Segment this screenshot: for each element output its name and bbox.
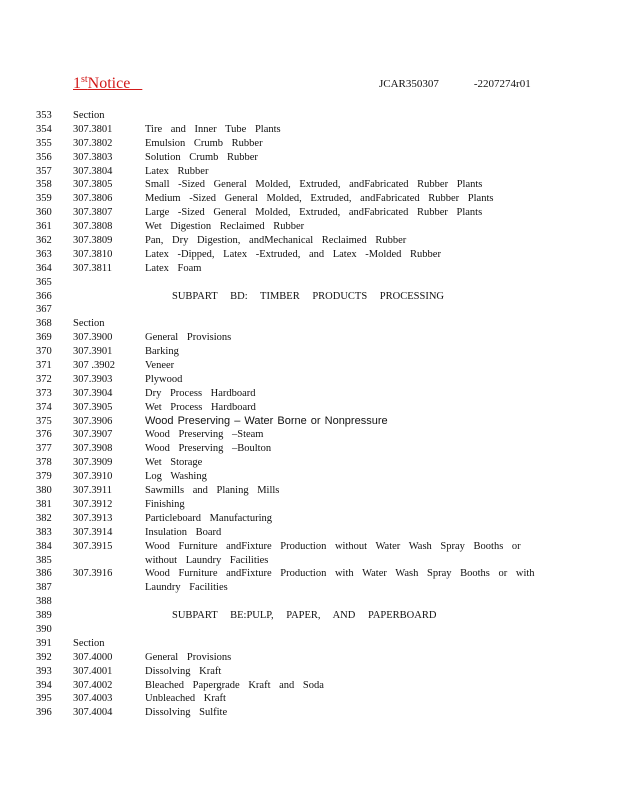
section-title: Wood Preserving –Steam — [145, 429, 264, 441]
document-line — [0, 651, 618, 665]
section-number: 307.4001 — [73, 665, 113, 677]
line-number: 390 — [36, 623, 52, 635]
line-number: 357 — [36, 165, 52, 177]
section-number: 307.3911 — [73, 485, 112, 497]
line-number: 377 — [36, 443, 52, 455]
section-number: 307.3802 — [73, 137, 113, 149]
document-line — [0, 428, 618, 442]
line-number: 391 — [36, 637, 52, 649]
document-line — [0, 317, 618, 331]
document-line — [0, 290, 618, 304]
document-line — [0, 554, 618, 568]
document-line — [0, 470, 618, 484]
document-line — [0, 109, 618, 123]
section-title: Solution Crumb Rubber — [145, 151, 258, 163]
document-line — [0, 151, 618, 165]
notice-superscript: st — [81, 74, 88, 85]
line-number: 371 — [36, 360, 52, 372]
line-number: 354 — [36, 123, 52, 135]
line-number: 372 — [36, 373, 52, 385]
section-number: 307.3803 — [73, 151, 113, 163]
document-line — [0, 540, 618, 554]
section-number: 307.3903 — [73, 373, 113, 385]
line-number: 389 — [36, 610, 52, 622]
line-number: 366 — [36, 290, 52, 302]
section-title: Veneer — [145, 360, 175, 372]
line-number: 362 — [36, 235, 52, 247]
document-line — [0, 498, 618, 512]
section-number: 307 .3902 — [73, 360, 115, 372]
line-number: 392 — [36, 651, 52, 663]
section-title: General Provisions — [145, 332, 232, 344]
section-number: Section — [73, 318, 105, 330]
document-line — [0, 387, 618, 401]
document-line — [0, 442, 618, 456]
document-line — [0, 262, 618, 276]
document-line — [0, 192, 618, 206]
document-line — [0, 526, 618, 540]
section-title: Log Washing — [145, 471, 207, 483]
line-number: 373 — [36, 387, 52, 399]
line-number: 367 — [36, 304, 52, 316]
notice-label: Notice — [87, 75, 143, 92]
document-line — [0, 415, 618, 429]
document-line — [0, 345, 618, 359]
document-line — [0, 373, 618, 387]
line-number: 360 — [36, 207, 52, 219]
section-number: 307.3804 — [73, 165, 113, 177]
section-title: Particleboard Manufacturing — [145, 512, 272, 524]
section-title: Dissolving Kraft — [145, 665, 222, 677]
section-title: Insulation Board — [145, 526, 222, 538]
line-number: 393 — [36, 665, 52, 677]
section-title: Barking — [145, 346, 179, 358]
line-number: 353 — [36, 110, 52, 121]
line-number: 383 — [36, 526, 52, 538]
line-number: 396 — [36, 707, 52, 719]
line-number: 394 — [36, 679, 52, 691]
section-title: General Provisions — [145, 651, 232, 663]
line-number: 384 — [36, 540, 52, 552]
document-line — [0, 665, 618, 679]
section-number: 307.4000 — [73, 651, 113, 663]
line-number: 376 — [36, 429, 52, 441]
line-number: 395 — [36, 693, 52, 705]
document-line — [0, 623, 618, 637]
section-number: 307.3805 — [73, 179, 113, 191]
section-title: Wet Digestion Reclaimed Rubber — [145, 221, 305, 233]
document-line — [0, 567, 618, 581]
section-title: Medium -Sized General Molded, Extruded, andFabricated Rubber Plants — [145, 193, 494, 205]
line-number: 386 — [36, 568, 52, 580]
line-number: 368 — [36, 318, 52, 330]
line-number: 359 — [36, 193, 52, 205]
document-line — [0, 401, 618, 415]
document-line — [0, 637, 618, 651]
section-number: 307.3916 — [73, 568, 113, 580]
section-number: 307.3811 — [73, 262, 112, 274]
section-number: 307.3912 — [73, 498, 113, 510]
section-number: Section — [73, 110, 105, 121]
jcar-code: JCAR350307 -2207274r01 — [379, 78, 531, 90]
document-line — [0, 706, 618, 720]
document-line — [0, 178, 618, 192]
section-number: 307.3809 — [73, 235, 113, 247]
section-number: 307.3905 — [73, 401, 113, 413]
section-title: Unbleached Kraft — [145, 693, 226, 705]
notice-heading — [73, 74, 142, 93]
section-number: 307.3910 — [73, 471, 113, 483]
line-number: 364 — [36, 262, 52, 274]
section-number: 307.3906 — [73, 415, 113, 427]
section-number: 307.3909 — [73, 457, 113, 469]
line-number: 361 — [36, 221, 52, 233]
line-number: 365 — [36, 276, 52, 288]
section-number: 307.3914 — [73, 526, 113, 538]
section-number: 307.4002 — [73, 679, 113, 691]
section-title: Pan, Dry Digestion, andMechanical Reclaimed Rubber — [145, 235, 407, 247]
document-lines — [0, 109, 618, 720]
document-line — [0, 512, 618, 526]
section-number: 307.4003 — [73, 693, 113, 705]
section-number: 307.3900 — [73, 332, 113, 344]
section-number: 307.3904 — [73, 387, 113, 399]
document-line — [0, 137, 618, 151]
line-number: 385 — [36, 554, 52, 566]
section-title: Tire and Inner Tube Plants — [145, 123, 281, 135]
line-number: 387 — [36, 582, 52, 594]
section-title: Laundry Facilities — [145, 582, 228, 594]
document-line — [0, 303, 618, 317]
section-title: Sawmills and Planing Mills — [145, 485, 280, 497]
section-title: Bleached Papergrade Kraft and Soda — [145, 679, 324, 691]
line-number: 379 — [36, 471, 52, 483]
line-number: 358 — [36, 179, 52, 191]
document-line — [0, 595, 618, 609]
section-title: Emulsion Crumb Rubber — [145, 137, 263, 149]
section-number: 307.3901 — [73, 346, 113, 358]
section-number: 307.3915 — [73, 540, 113, 552]
section-title: Finishing — [145, 498, 185, 510]
section-title: Wood Furniture andFixture Production with Water Wash Spray Booths or with — [145, 568, 535, 580]
document-line — [0, 234, 618, 248]
section-title: Small -Sized General Molded, Extruded, andFabricated Rubber Plants — [145, 179, 483, 191]
section-title: Wood Furniture andFixture Production without Water Wash Spray Booths or — [145, 540, 521, 552]
document-line — [0, 123, 618, 137]
line-number: 381 — [36, 498, 52, 510]
section-number: Section — [73, 637, 105, 649]
section-number: 307.4004 — [73, 707, 113, 719]
section-title: Large -Sized General Molded, Extruded, andFabricated Rubber Plants — [145, 207, 483, 219]
document-line — [0, 248, 618, 262]
line-number: 363 — [36, 248, 52, 260]
document-line — [0, 692, 618, 706]
section-title: Plywood — [145, 373, 183, 385]
section-title: Latex Rubber — [145, 165, 209, 177]
document-line — [0, 331, 618, 345]
document-line — [0, 276, 618, 290]
section-title: Latex -Dipped, Latex -Extruded, and Latex -Molded Rubber — [145, 248, 441, 260]
section-title: without Laundry Facilities — [145, 554, 269, 566]
line-number: 388 — [36, 596, 52, 608]
subpart-heading: SUBPART BD: TIMBER PRODUCTS PROCESSING — [172, 290, 444, 302]
section-title: Dissolving Sulfite — [145, 707, 228, 719]
section-number: 307.3913 — [73, 512, 113, 524]
line-number: 374 — [36, 401, 52, 413]
section-title: Dry Process Hardboard — [145, 387, 256, 399]
notice-prefix: 1 — [73, 75, 81, 92]
document-line — [0, 165, 618, 179]
line-number: 375 — [36, 415, 52, 427]
section-title: Latex Foam — [145, 262, 202, 274]
line-number: 382 — [36, 512, 52, 524]
document-line — [0, 679, 618, 693]
section-title: Wood Preserving –Boulton — [145, 443, 272, 455]
section-title: Wood Preserving – Water Borne or Nonpressure — [145, 414, 388, 427]
section-number: 307.3807 — [73, 207, 113, 219]
document-line — [0, 220, 618, 234]
section-number: 307.3907 — [73, 429, 113, 441]
document-line — [0, 206, 618, 220]
document-line — [0, 456, 618, 470]
section-title: Wet Storage — [145, 457, 203, 469]
document-line — [0, 581, 618, 595]
section-number: 307.3806 — [73, 193, 113, 205]
line-number: 369 — [36, 332, 52, 344]
document-line — [0, 609, 618, 623]
section-number: 307.3801 — [73, 123, 113, 135]
section-number: 307.3908 — [73, 443, 113, 455]
document-line — [0, 359, 618, 373]
section-number: 307.3808 — [73, 221, 113, 233]
line-number: 378 — [36, 457, 52, 469]
line-number: 356 — [36, 151, 52, 163]
subpart-heading: SUBPART BE:PULP, PAPER, AND PAPERBOARD — [172, 610, 437, 622]
line-number: 370 — [36, 346, 52, 358]
section-number: 307.3810 — [73, 248, 113, 260]
document-line — [0, 484, 618, 498]
section-title: Wet Process Hardboard — [145, 401, 256, 413]
line-number: 380 — [36, 485, 52, 497]
line-number: 355 — [36, 137, 52, 149]
